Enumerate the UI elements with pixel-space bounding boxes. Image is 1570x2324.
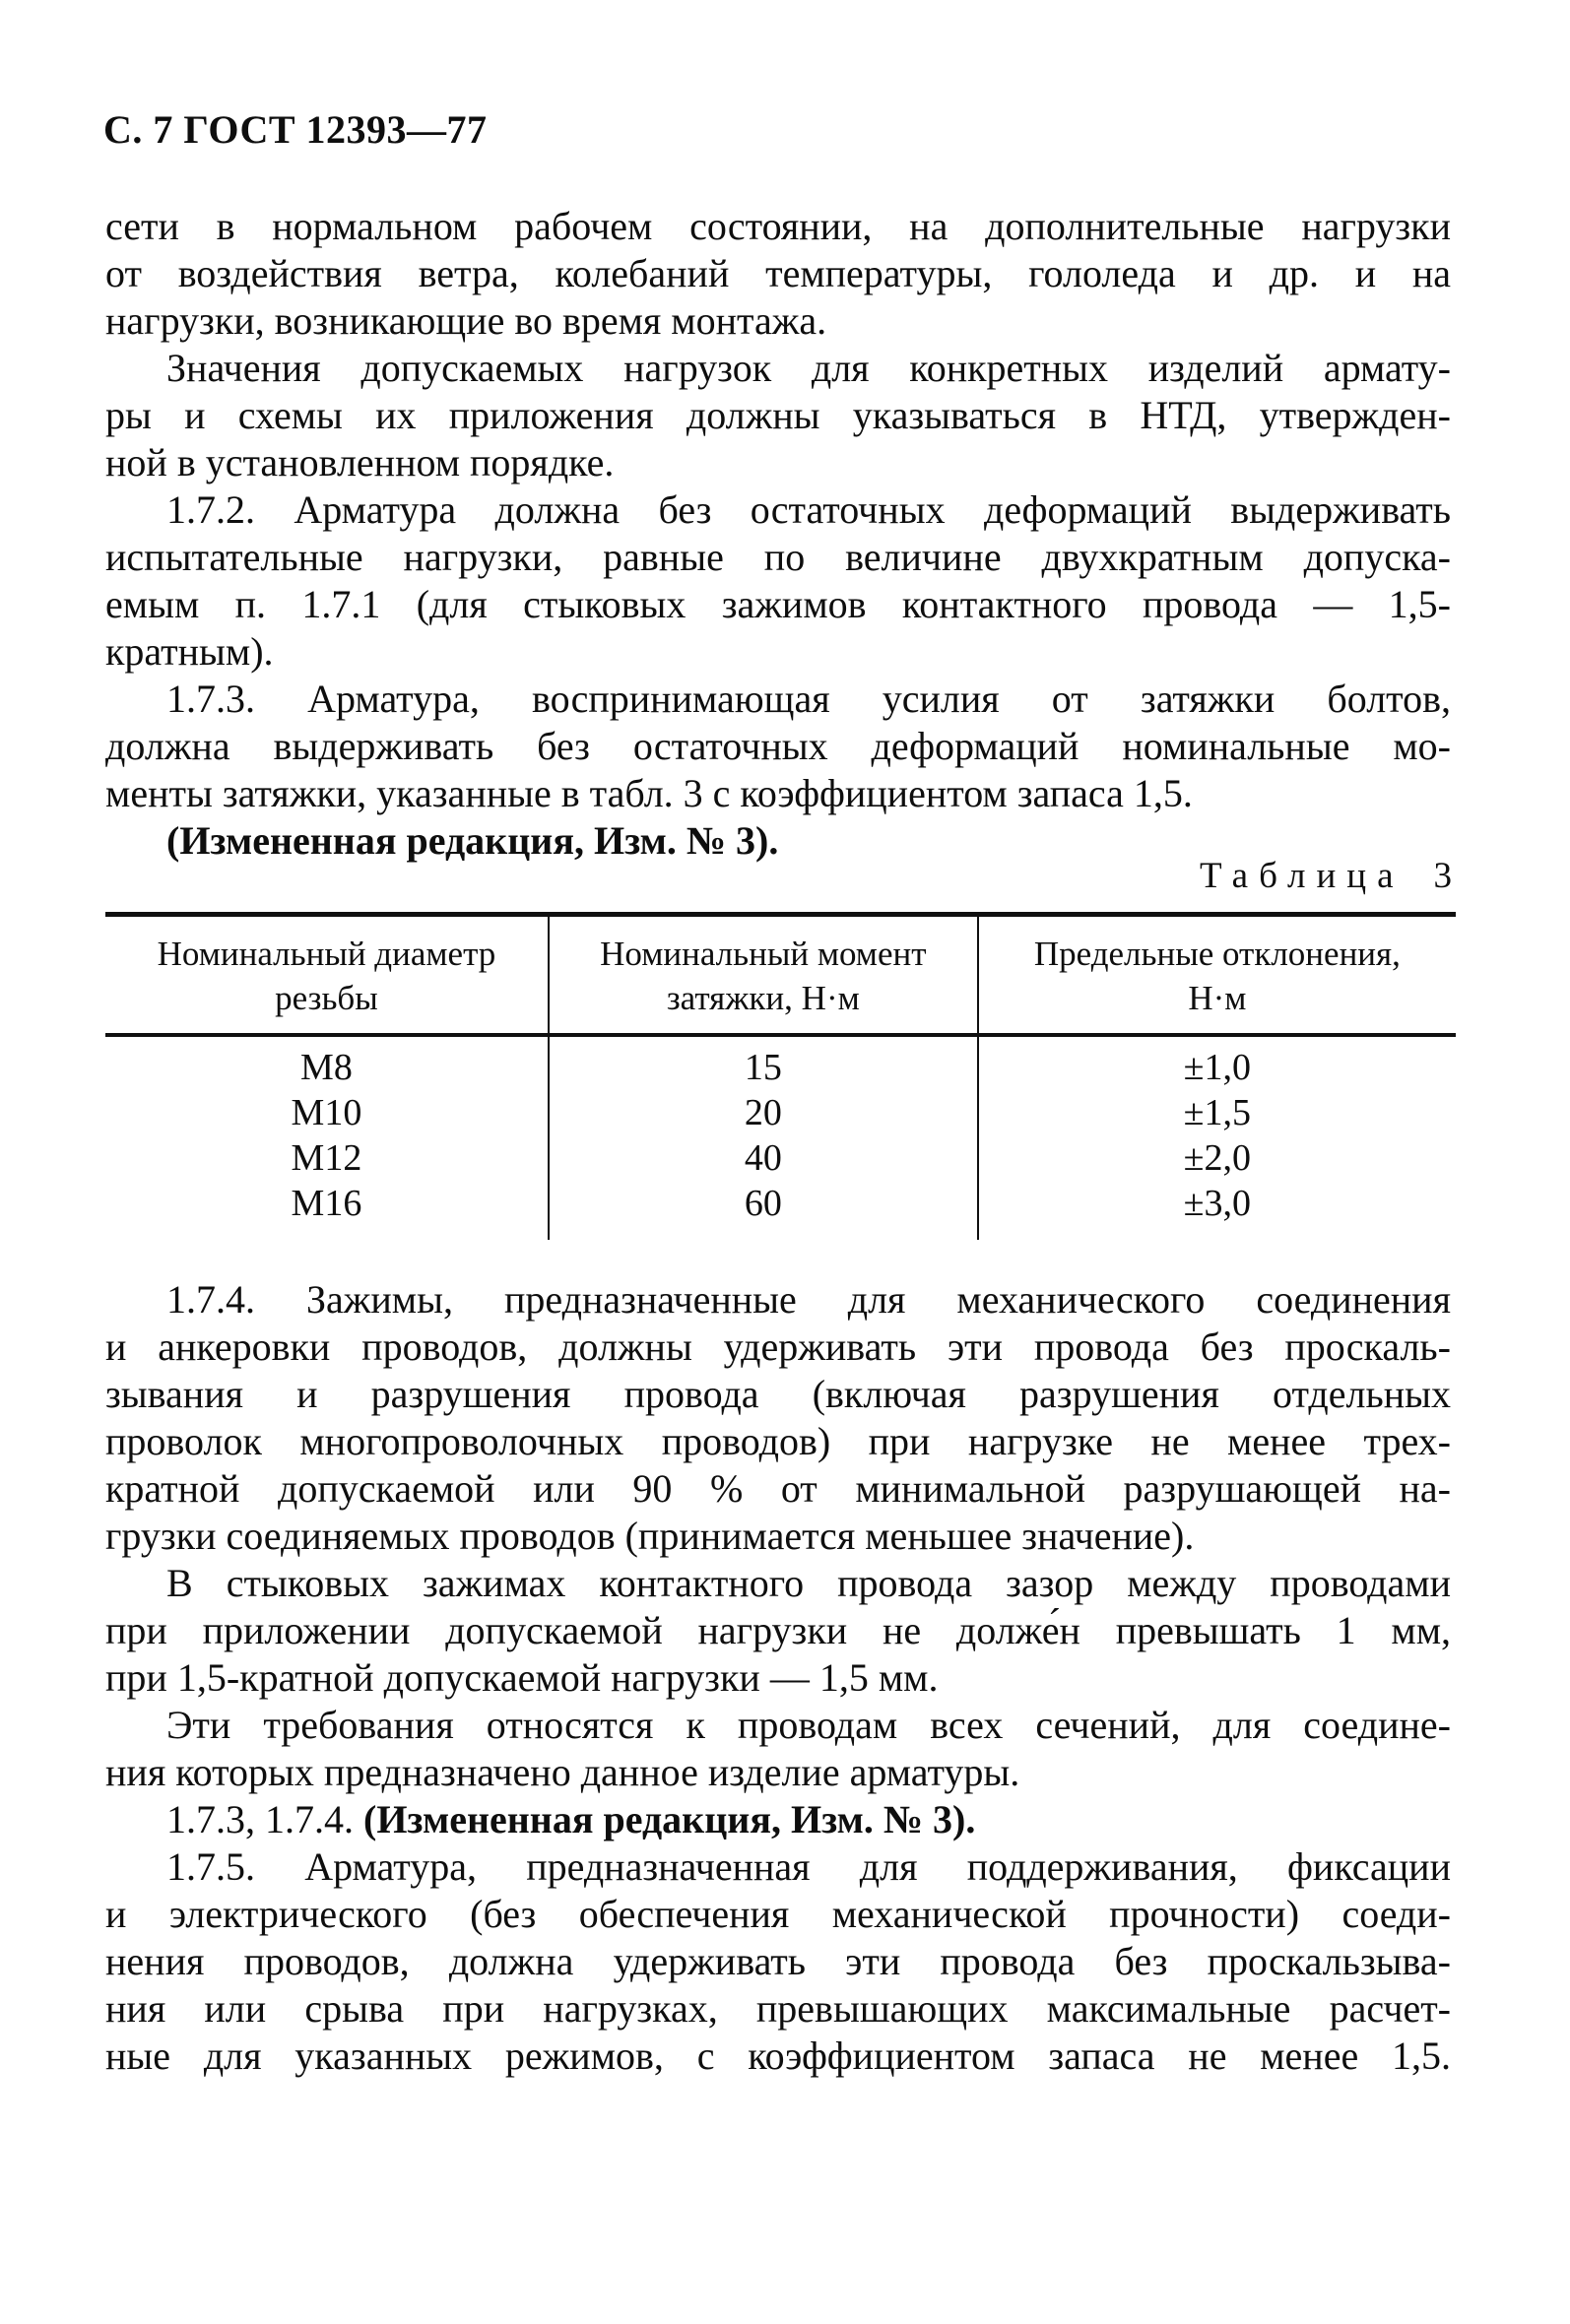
- table-cell: М10: [291, 1092, 362, 1133]
- table-cell: М8: [300, 1047, 353, 1088]
- table-label: [105, 857, 1452, 896]
- text-segment: емым п. 1.7.1 (для стыковых зажимов контактного провода — 1,5-: [105, 582, 1451, 626]
- text-line: [105, 1276, 1451, 1323]
- table-header-line: резьбы: [275, 979, 378, 1017]
- text-segment: ные для указанных режимов, с коэффициентом запаса не менее 1,5.: [105, 2034, 1451, 2078]
- table-cell: 40: [549, 1135, 978, 1181]
- text-line: [105, 1796, 1451, 1843]
- table-cell: 15: [549, 1035, 978, 1090]
- table-header-cell: [105, 915, 549, 1036]
- table-cell: ±1,0: [978, 1035, 1456, 1090]
- body-text-before-table: [105, 203, 1451, 865]
- text-segment: ния или срыва при нагрузках, превышающих максимальные расчет-: [105, 1986, 1451, 2031]
- paragraph: [105, 1796, 1451, 1843]
- text-line: [105, 1371, 1451, 1418]
- table-label-word: Таблица: [1200, 856, 1405, 896]
- text-line: [105, 676, 1451, 723]
- text-segment: должна выдерживать без остаточных деформаций номинальные мо-: [105, 724, 1451, 768]
- table-3-section: [105, 857, 1456, 1240]
- table-row: [105, 1181, 1456, 1240]
- table-cell: 20: [549, 1090, 978, 1135]
- text-segment: проволок многопроволочных проводов) при нагрузке не менее трех-: [105, 1419, 1451, 1463]
- text-line: [105, 297, 1451, 345]
- text-segment: при приложении допускаемой нагрузки не долже́н превышать 1 мм,: [105, 1608, 1451, 1652]
- table-header-line: Н·м: [1188, 979, 1247, 1017]
- table-header-row: [105, 915, 1456, 1036]
- text-segment: нения проводов, должна удерживать эти провода без проскальзыва-: [105, 1939, 1451, 1983]
- text-segment: 1.7.4. Зажимы, предназначенные для механического соединения: [166, 1277, 1451, 1322]
- text-line: [105, 1938, 1451, 1985]
- text-segment: 1.7.3. Арматура, воспринимающая усилия от затяжки болтов,: [166, 677, 1451, 721]
- table-header-line: Номинальный диаметр: [157, 935, 496, 973]
- text-segment: сети в нормальном рабочем состоянии, на дополнительные нагрузки: [105, 204, 1451, 248]
- paragraph: [105, 203, 1451, 345]
- text-segment: испытательные нагрузки, равные по величине двухкратным допуска-: [105, 535, 1451, 579]
- text-line: [105, 392, 1451, 439]
- text-line: [105, 723, 1451, 770]
- text-segment: и анкеровки проводов, должны удерживать эти провода без проскаль-: [105, 1324, 1451, 1369]
- paragraph: [105, 1560, 1451, 1702]
- text-segment: кратным).: [105, 629, 274, 674]
- body-text-after-table: [105, 1276, 1451, 2080]
- text-segment: (Измененная редакция, Изм. № 3).: [363, 1797, 976, 1841]
- text-line: [105, 203, 1451, 250]
- text-segment: 1.7.5. Арматура, предназначенная для поддерживания, фиксации: [166, 1844, 1451, 1889]
- text-line: [105, 1323, 1451, 1371]
- table-header-line: Номинальный момент: [600, 935, 927, 973]
- table-cell: М16: [291, 1183, 362, 1224]
- text-line: [105, 1702, 1451, 1749]
- text-line: [105, 1985, 1451, 2033]
- text-segment: ры и схемы их приложения должны указываться в НТД, утвержден-: [105, 393, 1451, 437]
- table-header-cell: [549, 915, 978, 1036]
- torque-table-body: [105, 1035, 1456, 1240]
- page-header: С. 7 ГОСТ 12393—77: [103, 107, 488, 152]
- text-segment: кратной допускаемой или 90 % от минимальной разрушающей на-: [105, 1466, 1451, 1511]
- text-segment: 1.7.2. Арматура должна без остаточных деформаций выдерживать: [166, 487, 1451, 532]
- text-segment: ния которых предназначено данное изделие арматуры.: [105, 1750, 1020, 1794]
- table-cell: ±1,5: [978, 1090, 1456, 1135]
- table-header-cell: [978, 915, 1456, 1036]
- text-line: [105, 1513, 1451, 1560]
- text-segment: В стыковых зажимах контактного провода зазор между проводами: [166, 1561, 1451, 1605]
- text-segment: Значения допускаемых нагрузок для конкретных изделий армату-: [166, 346, 1451, 390]
- text-segment: при 1,5-кратной допускаемой нагрузки — 1,5 мм.: [105, 1655, 939, 1700]
- table-row: [105, 1135, 1456, 1181]
- text-line: [105, 1843, 1451, 1891]
- text-line: [105, 250, 1451, 297]
- text-line: [105, 2033, 1451, 2080]
- table-header-line: затяжки, Н·м: [666, 979, 860, 1017]
- text-segment: менты затяжки, указанные в табл. 3 с коэффициентом запаса 1,5.: [105, 771, 1193, 815]
- text-line: [105, 1749, 1451, 1796]
- table-row: [105, 1090, 1456, 1135]
- table-label-number: 3: [1433, 856, 1452, 896]
- text-line: [105, 1560, 1451, 1607]
- text-segment: грузки соединяемых проводов (принимается меньшее значение).: [105, 1514, 1195, 1558]
- text-segment: нагрузки, возникающие во время монтажа.: [105, 298, 827, 343]
- text-line: [105, 628, 1451, 676]
- paragraph: [105, 486, 1451, 676]
- text-line: [105, 486, 1451, 534]
- paragraph: [105, 1843, 1451, 2080]
- table-header-line: Предельные отклонения,: [1033, 935, 1401, 973]
- text-segment: от воздействия ветра, колебаний температуры, гололеда и др. и на: [105, 251, 1451, 295]
- table-row: [105, 1035, 1456, 1090]
- text-segment: 1.7.3, 1.7.4.: [166, 1797, 363, 1841]
- text-line: [105, 439, 1451, 486]
- text-segment: зывания и разрушения провода (включая разрушения отдельных: [105, 1372, 1451, 1416]
- paragraph: [105, 345, 1451, 486]
- text-line: [105, 1418, 1451, 1465]
- text-line: [105, 1465, 1451, 1513]
- text-line: [105, 770, 1451, 817]
- text-segment: Эти требования относятся к проводам всех сечений, для соедине-: [166, 1703, 1451, 1747]
- text-line: [105, 345, 1451, 392]
- text-line: [105, 1654, 1451, 1702]
- paragraph: [105, 1276, 1451, 1560]
- paragraph: [105, 1702, 1451, 1796]
- text-line: [105, 1607, 1451, 1654]
- text-line: [105, 581, 1451, 628]
- table-cell: М12: [291, 1137, 362, 1179]
- torque-table: [105, 912, 1456, 1240]
- text-segment: ной в установленном порядке.: [105, 440, 615, 484]
- text-segment: (Измененная редакция, Изм. № 3).: [166, 818, 779, 863]
- table-cell: ±2,0: [978, 1135, 1456, 1181]
- table-cell: ±3,0: [978, 1181, 1456, 1240]
- text-line: [105, 1891, 1451, 1938]
- torque-table-head: [105, 915, 1456, 1036]
- text-line: [105, 534, 1451, 581]
- table-cell: 60: [549, 1181, 978, 1240]
- text-segment: и электрического (без обеспечения механической прочности) соеди-: [105, 1892, 1451, 1936]
- paragraph: [105, 676, 1451, 817]
